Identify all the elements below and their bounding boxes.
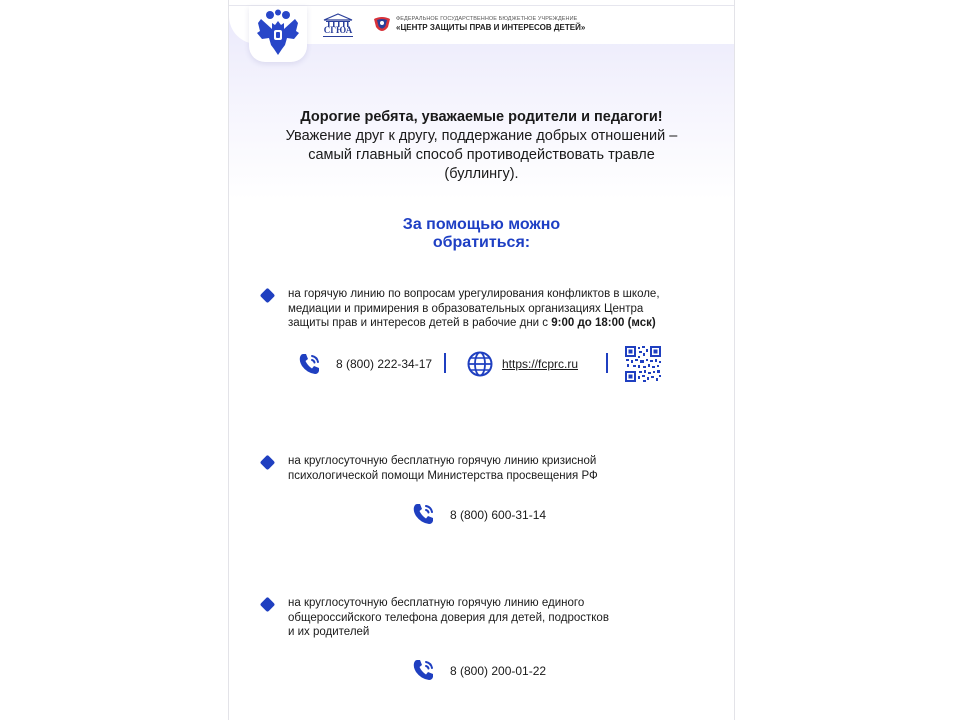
intro-greeting: Дорогие ребята, уважаемые родители и педагоги! [300, 109, 663, 125]
center-name-block [396, 16, 585, 33]
phone-number[interactable]: 8 (800) 600-31-14 [450, 508, 547, 522]
help-title [349, 216, 614, 252]
item-2-text [288, 454, 708, 483]
item-line-start: защиты прав и интересов детей в рабочие дни с [288, 317, 552, 329]
center-logo-icon [372, 15, 392, 35]
item-line: на горячую линию по вопросам урегулирования конфликтов в школе, [288, 288, 660, 300]
qr-code-icon[interactable] [624, 345, 662, 383]
sgyua-logo-text: СГЮА [323, 25, 353, 35]
org-subtitle: ФЕДЕРАЛЬНОЕ ГОСУДАРСТВЕННОЕ БЮДЖЕТНОЕ УЧРЕЖДЕНИЕ [396, 16, 578, 22]
document-page [228, 0, 735, 720]
item-line: психологической помощи Министерства просвещения РФ [288, 469, 598, 482]
separator [606, 353, 608, 373]
phone-number[interactable]: 8 (800) 222-34-17 [336, 357, 433, 371]
item-line: общероссийского телефона доверия для детей, подростков [288, 611, 609, 624]
phone-icon [411, 657, 437, 683]
globe-icon [466, 350, 494, 378]
help-title-line: обратиться: [432, 234, 531, 251]
item-line [288, 316, 708, 331]
bullet-icon [260, 597, 276, 613]
working-hours: 9:00 до 18:00 (мск) [551, 317, 656, 329]
help-title-line: За помощью можно [402, 216, 561, 233]
phone-number[interactable]: 8 (800) 200-01-22 [450, 664, 547, 678]
item-1-text [288, 287, 708, 331]
intro-line: самый главный способ противодействовать травле [308, 147, 655, 163]
item-line: на круглосуточную бесплатную горячую линию единого [288, 597, 585, 609]
phone-icon [411, 501, 437, 527]
intro-text [249, 108, 714, 184]
eagle-emblem-icon [255, 9, 301, 57]
phone-icon [297, 351, 323, 377]
item-line: на круглосуточную бесплатную горячую линию кризисной [288, 455, 597, 467]
website-link[interactable]: https://fcprc.ru [502, 357, 579, 371]
item-line: и их родителей [288, 626, 370, 638]
separator [444, 353, 446, 373]
bullet-icon [260, 455, 276, 471]
bullet-icon [260, 288, 276, 304]
item-line: медиации и примирения в образовательных организациях Центра [288, 302, 644, 315]
org-name: «ЦЕНТР ЗАЩИТЫ ПРАВ И ИНТЕРЕСОВ ДЕТЕЙ» [396, 23, 586, 32]
intro-line: (буллингу). [444, 166, 519, 182]
item-3-text [288, 596, 708, 640]
intro-line: Уважение друг к другу, поддержание добрых отношений – [285, 128, 678, 144]
